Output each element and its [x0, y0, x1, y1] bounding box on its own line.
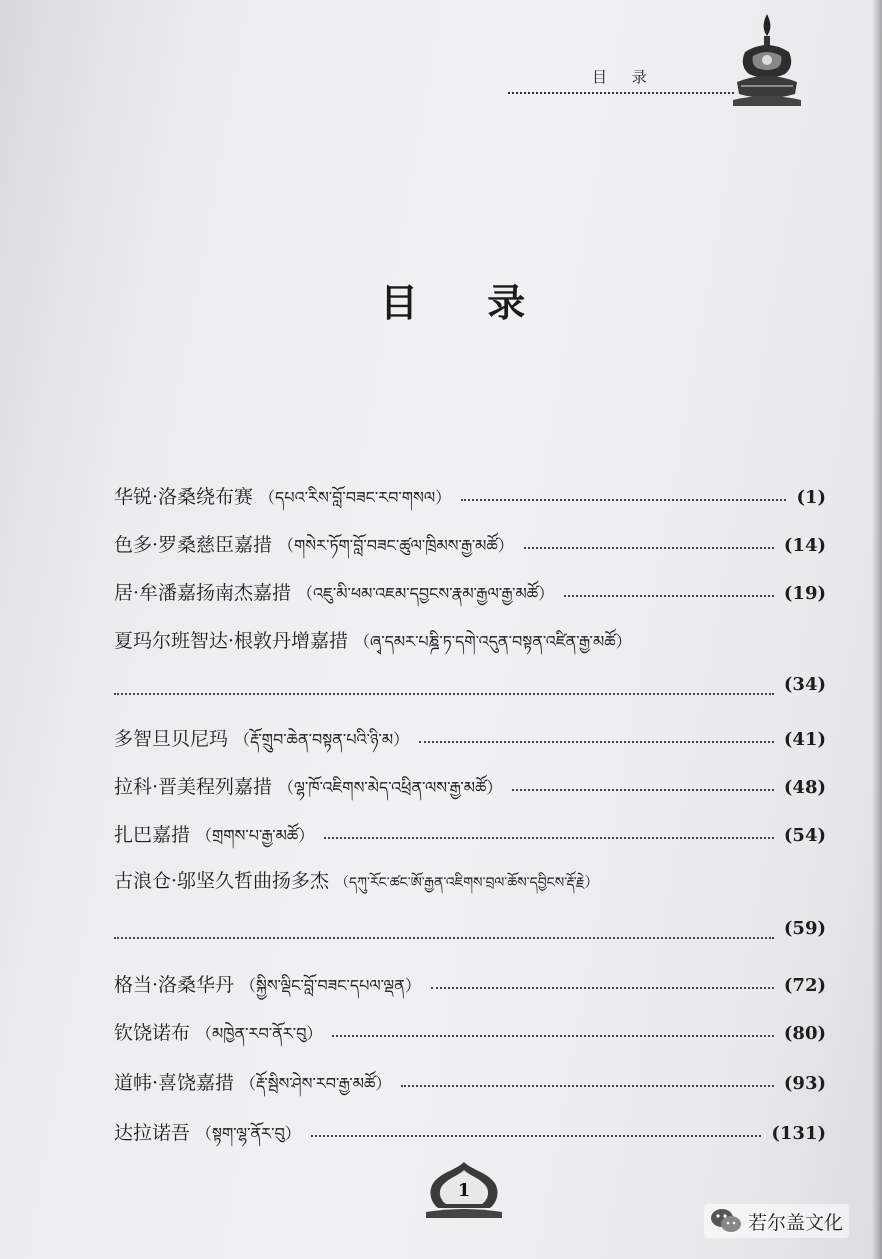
toc-entry-page: (80) — [783, 1023, 826, 1044]
leader-dots — [431, 987, 774, 989]
toc-entry-tibetan: （གསེར་ཏོག་བློ་བཟང་ཚུལ་ཁྲིམས་རྒྱ་མཚོ） — [278, 536, 514, 555]
toc-entry-tibetan: （འཇུ་མི་ཕམ་འཇམ་དབྱངས་རྣམ་རྒྱལ་རྒྱ་མཚོ） — [297, 584, 555, 603]
leader-dots — [332, 1035, 774, 1037]
leader-dots — [324, 837, 774, 839]
toc-entry — [114, 1116, 826, 1146]
toc-entry-name: 夏玛尔班智达·根敦丹增嘉措 — [114, 630, 349, 652]
toc-entry-continuation — [114, 918, 826, 948]
toc-entry-page: (72) — [783, 975, 826, 996]
toc-entry — [114, 866, 826, 896]
toc-entry-tibetan: （ལྷ་ཁོ་འཇིགས་མེད་འཕྲིན་ལས་རྒྱ་མཚོ） — [278, 778, 503, 797]
toc-entry-page: (1) — [796, 487, 826, 508]
toc-entry — [114, 770, 826, 800]
leader-dots — [114, 937, 774, 939]
toc-entry-tibetan: （དཀུ་རོང་ཚང་ཨོ་རྒྱན་འཇིགས་བྲལ་ཆོས་དབྱིངས་རྡོ་རྗེ） — [335, 875, 599, 891]
toc-entry-tibetan: （རྡོ་སྦིས་ཤེས་རབ་རྒྱ་མཚོ） — [240, 1074, 392, 1093]
watermark-text: 若尔盖文化 — [748, 1211, 844, 1234]
toc-entry — [114, 968, 826, 998]
toc-entry — [114, 480, 826, 510]
toc-entry-page: (59) — [783, 918, 826, 939]
page-edge-shadow — [872, 0, 882, 1259]
toc-entry-page: (34) — [783, 674, 826, 695]
toc-entry-tibetan: （དཔའ་རིས་བློ་བཟང་རབ་གསལ） — [259, 488, 452, 507]
leader-dots — [114, 693, 774, 695]
toc-entry-name: 扎巴嘉措 — [114, 824, 191, 846]
leader-dots — [461, 499, 786, 501]
toc-entry-name: 华锐·洛桑绕布赛 — [114, 486, 254, 508]
toc-entry-name: 古浪仓·邬坚久哲曲扬多杰 — [114, 870, 330, 892]
stupa-ornament-icon — [731, 8, 803, 108]
toc-entry — [114, 624, 826, 654]
toc-entry-tibetan: （གྲགས་པ་རྒྱ་མཚོ） — [196, 826, 315, 845]
toc-entry — [114, 818, 826, 848]
watermark — [704, 1204, 849, 1238]
toc-entry-page: (131) — [771, 1123, 826, 1144]
toc-entry-name: 居·牟潘嘉扬南杰嘉措 — [114, 582, 292, 604]
leader-dots — [311, 1135, 762, 1137]
toc-entry-tibetan: （སྟག་ལྷ་ནོར་བུ） — [196, 1124, 301, 1143]
toc-entry-name: 道帏·喜饶嘉措 — [114, 1072, 235, 1094]
toc-entry-page: (14) — [783, 535, 826, 556]
toc-entry-name: 达拉诺吾 — [114, 1122, 191, 1144]
running-header-title: 目 录 — [592, 68, 657, 86]
toc-entry-page: (48) — [783, 777, 826, 798]
toc-entry — [114, 722, 826, 752]
leader-dots — [401, 1085, 774, 1087]
toc-entry-tibetan: （མཁྱེན་རབ་ནོར་བུ） — [196, 1024, 323, 1043]
toc-entry-page: (19) — [783, 583, 826, 604]
toc-entry-page: (41) — [783, 729, 826, 750]
toc-entry-name: 色多·罗桑慈臣嘉措 — [114, 534, 273, 556]
toc-entry-continuation — [114, 674, 826, 704]
toc-entry-name: 钦饶诺布 — [114, 1022, 191, 1044]
toc-entry — [114, 1066, 826, 1096]
toc-entry-page: (54) — [783, 825, 826, 846]
toc-entry-tibetan: （རྡོ་གྲུབ་ཆེན་བསྟན་པའི་ཉི་མ） — [234, 730, 410, 749]
running-header-rule — [508, 92, 734, 94]
leader-dots — [419, 741, 774, 743]
toc-entry-name: 多智旦贝尼玛 — [114, 728, 229, 750]
toc-entry — [114, 528, 826, 558]
toc-entry-name: 格当·洛桑华丹 — [114, 974, 235, 996]
toc-entry-tibetan: （སྐྱིས་ལྡིང་བློ་བཟང་དཔལ་ལྡན） — [240, 976, 421, 995]
leader-dots — [524, 547, 774, 549]
toc-entry-page: (93) — [783, 1073, 826, 1094]
leader-dots — [512, 789, 773, 791]
page-number: 1 — [457, 1180, 471, 1201]
wechat-icon — [710, 1207, 742, 1235]
toc-entry — [114, 576, 826, 606]
toc-entry-tibetan: （ཞྭ་དམར་པཎྜི་ཏ་དགེ་འདུན་བསྟན་འཛིན་རྒྱ་མཚོ） — [354, 632, 632, 651]
page-title: 目 录 — [380, 281, 554, 325]
leader-dots — [564, 595, 774, 597]
toc-entry-name: 拉科·晋美程列嘉措 — [114, 776, 273, 798]
toc-entry — [114, 1016, 826, 1046]
